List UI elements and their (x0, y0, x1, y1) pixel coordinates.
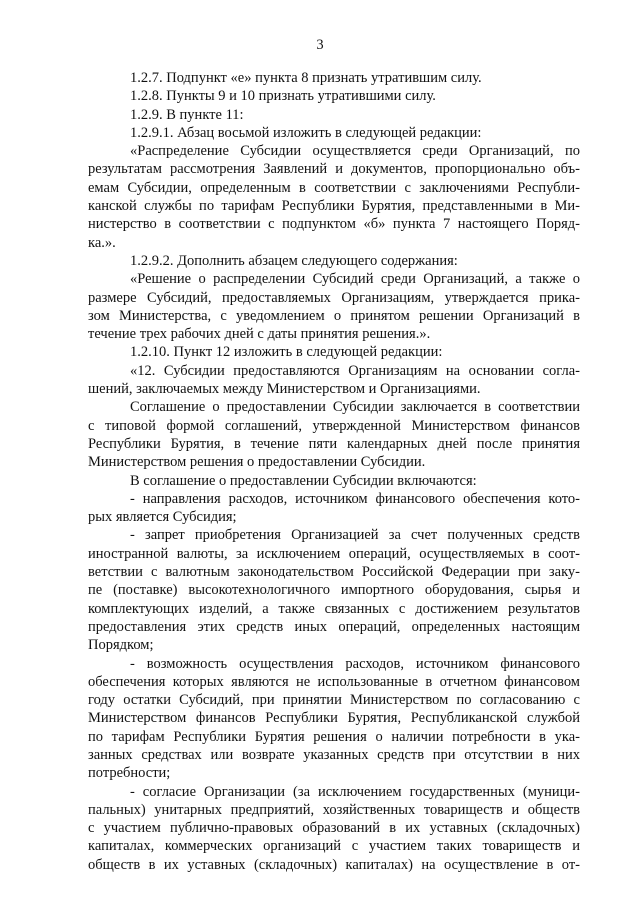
text-line: рых является Субсидия; (88, 509, 237, 526)
text-line: капиталах, коммерческих организаций с участием таких товариществ и (88, 838, 580, 855)
text-line: году остатки Субсидий, при принятии Министерством по согласованию с (88, 692, 580, 709)
text-line: канской службы по тарифам Республики Бурятия, представленными в Ми- (88, 198, 580, 215)
text-line: «Решение о распределении Субсидий среди Организаций, а также о (130, 271, 580, 288)
text-line: - согласие Организации (за исключением государственных (муници- (130, 783, 580, 800)
text-line: Министерством финансов Республики Бурятия, Республиканской службой (88, 710, 580, 727)
text-line: Республики Бурятия, в течение пяти календарных дней после принятия (88, 435, 580, 452)
text-line: зом Министерства, с уведомлением о принятом решении Организаций в (88, 307, 580, 324)
text-line: с типовой формой соглашений, утвержденной Министерством финансов (88, 417, 580, 434)
text-line: емам Субсидии, определенным в соответствии с заключениями Республи- (88, 179, 580, 196)
text-line: комплектующих изделий, а также связанных с достижением результатов (88, 600, 580, 617)
text-line: Порядком; (88, 637, 154, 654)
text-line: обществ в их уставных (складочных) капиталах) на осуществление в от- (88, 856, 580, 873)
text-line: ка.». (88, 234, 116, 251)
text-line: нистерство в соответствии с подпунктом «б» пункта 7 настоящего Поряд- (88, 216, 580, 233)
text-line: 1.2.9.2. Дополнить абзацем следующего содержания: (130, 252, 458, 269)
text-line: размере Субсидий, предоставляемых Организациям, утверждается прика- (88, 289, 580, 306)
text-line: занных средствах или возврате указанных средств при отсутствии в них (88, 746, 580, 763)
text-line: ветствии с валютным законодательством Российской Федерации при заку- (88, 564, 580, 581)
text-line: 1.2.9.1. Абзац восьмой изложить в следующей редакции: (130, 124, 482, 141)
text-line: пе (поставке) высокотехнологичного импортного оборудования, сырья и (88, 582, 580, 599)
text-line: иностранной валюты, за исключением операций, осуществляемых в соот- (88, 545, 580, 562)
text-line: потребности; (88, 765, 171, 782)
text-line: - запрет приобретения Организацией за счет полученных средств (130, 527, 580, 544)
text-line: 1.2.8. Пункты 9 и 10 признать утратившими силу. (130, 88, 436, 105)
text-line: обеспечения которых являются не использованные в отчетном финансовом (88, 673, 580, 690)
page-number: 3 (316, 37, 324, 53)
text-line: результатам рассмотрения Заявлений и документов, пропорционально объ- (88, 161, 580, 178)
text-line: предоставления этих средств иных операций, определенных настоящим (88, 618, 580, 635)
text-line: «Распределение Субсидии осуществляется среди Организаций, по (130, 143, 580, 160)
text-line: 1.2.7. Подпункт «е» пункта 8 признать утратившим силу. (130, 70, 482, 86)
document-body (88, 69, 580, 874)
text-line: 1.2.9. В пункте 11: (130, 106, 244, 123)
text-line: - направления расходов, источником финансового обеспечения кото- (130, 490, 580, 507)
text-line: шений, заключаемых между Министерством и Организациями. (88, 381, 481, 398)
text-line: 1.2.10. Пункт 12 изложить в следующей редакции: (130, 344, 443, 361)
text-line: В соглашение о предоставлении Субсидии включаются: (130, 472, 477, 489)
text-line: пальных) унитарных предприятий, хозяйственных товариществ и обществ (88, 801, 580, 818)
text-line: - возможность осуществления расходов, источником финансового (130, 655, 580, 672)
text-line: течение трех рабочих дней с даты принятия решения.». (88, 326, 431, 343)
text-line: «12. Субсидии предоставляются Организациям на основании согла- (130, 362, 580, 379)
text-line: Соглашение о предоставлении Субсидии заключается в соответствии (130, 399, 580, 416)
text-line: с участием публично-правовых образований в их уставных (складочных) (88, 820, 580, 837)
text-line: Министерством решения о предоставлении Субсидии. (88, 454, 426, 471)
text-line: по тарифам Республики Бурятия решения о наличии потребности в ука- (88, 728, 580, 745)
